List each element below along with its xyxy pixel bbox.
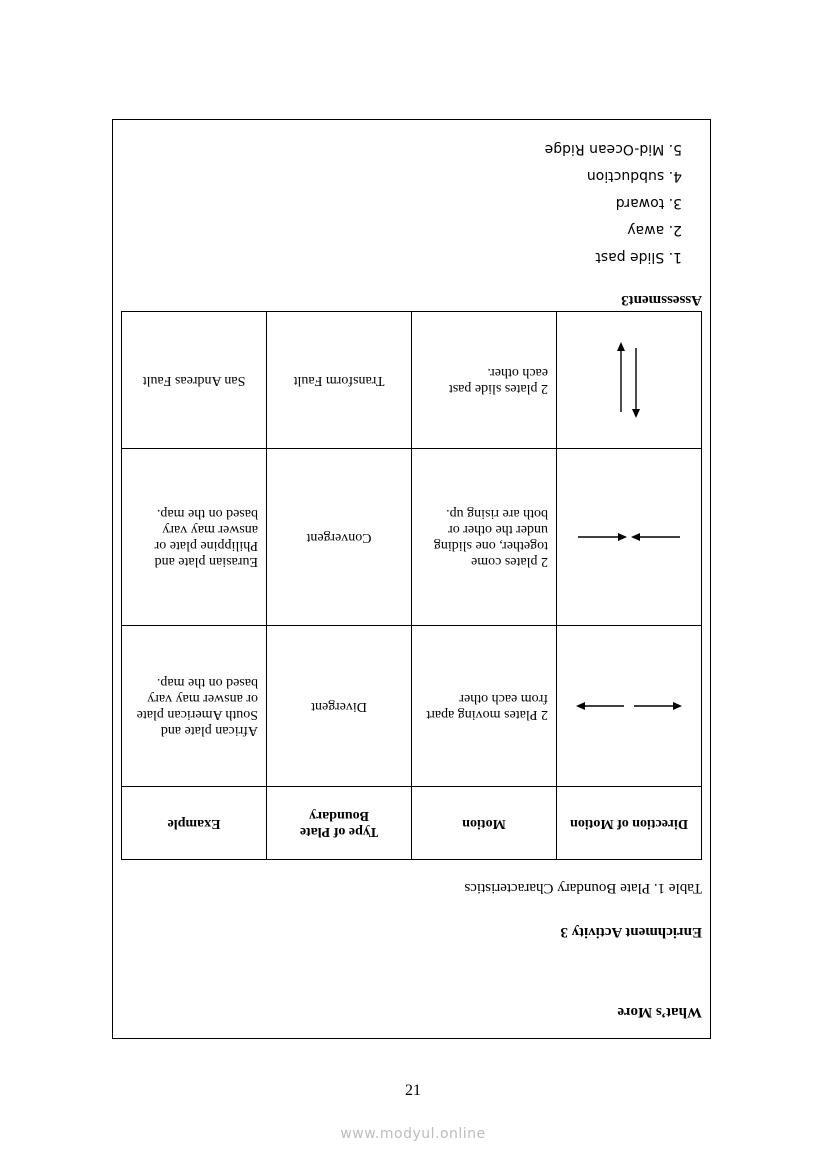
plate-boundary-table — [121, 311, 702, 860]
converging-arrows-icon — [574, 527, 684, 547]
list-item: 3. toward — [615, 195, 682, 211]
type-cell: Divergent — [267, 626, 412, 787]
list-item: 2. away — [627, 222, 682, 238]
page-number: 21 — [405, 1082, 421, 1099]
table-row — [122, 312, 702, 449]
example-cell: San Andreas Fault — [122, 312, 267, 449]
list-item: 5. Mid-Ocean Ridge — [544, 141, 682, 157]
example-cell: Eurasian plate and Philippine plate or answer may vary based on the map. — [122, 449, 267, 626]
motion-cell: 2 plates slide past each other. — [412, 312, 557, 449]
motion-cell: 2 Plates moving apart from each other — [412, 626, 557, 787]
activity-title: Enrichment Activity 3 — [560, 924, 702, 940]
list-item: 1. Slide past — [595, 249, 682, 265]
header-example: Example — [122, 787, 267, 860]
example-cell: African plate and South American plate or answer may vary based on the map. — [122, 626, 267, 787]
type-cell: Convergent — [267, 449, 412, 626]
table-row — [122, 626, 702, 787]
motion-cell: 2 plates come together, one sliding under the other or both are rising up. — [412, 449, 557, 626]
table-caption: Table 1. Plate Boundary Characteristics — [464, 880, 702, 896]
header-type: Type of Plate Boundary — [267, 787, 412, 860]
section-title-text: What’s More — [617, 1004, 702, 1020]
rotated-content — [113, 120, 710, 1038]
watermark: www.modyul.online — [340, 1126, 486, 1142]
list-item: 4. subduction — [586, 168, 682, 184]
table-header-row — [122, 787, 702, 860]
direction-cell — [557, 449, 702, 626]
page-frame — [112, 119, 711, 1039]
direction-cell — [557, 312, 702, 449]
header-motion: Motion — [412, 787, 557, 860]
assessment-title: Assessment3 — [621, 292, 702, 308]
assessment-answer-list — [545, 135, 682, 270]
type-cell: Transform Fault — [267, 312, 412, 449]
direction-cell — [557, 626, 702, 787]
sliding-arrows-icon — [609, 340, 649, 420]
diverging-arrows-icon — [574, 696, 684, 716]
header-direction: Direction of Motion — [557, 787, 702, 860]
table-row — [122, 449, 702, 626]
